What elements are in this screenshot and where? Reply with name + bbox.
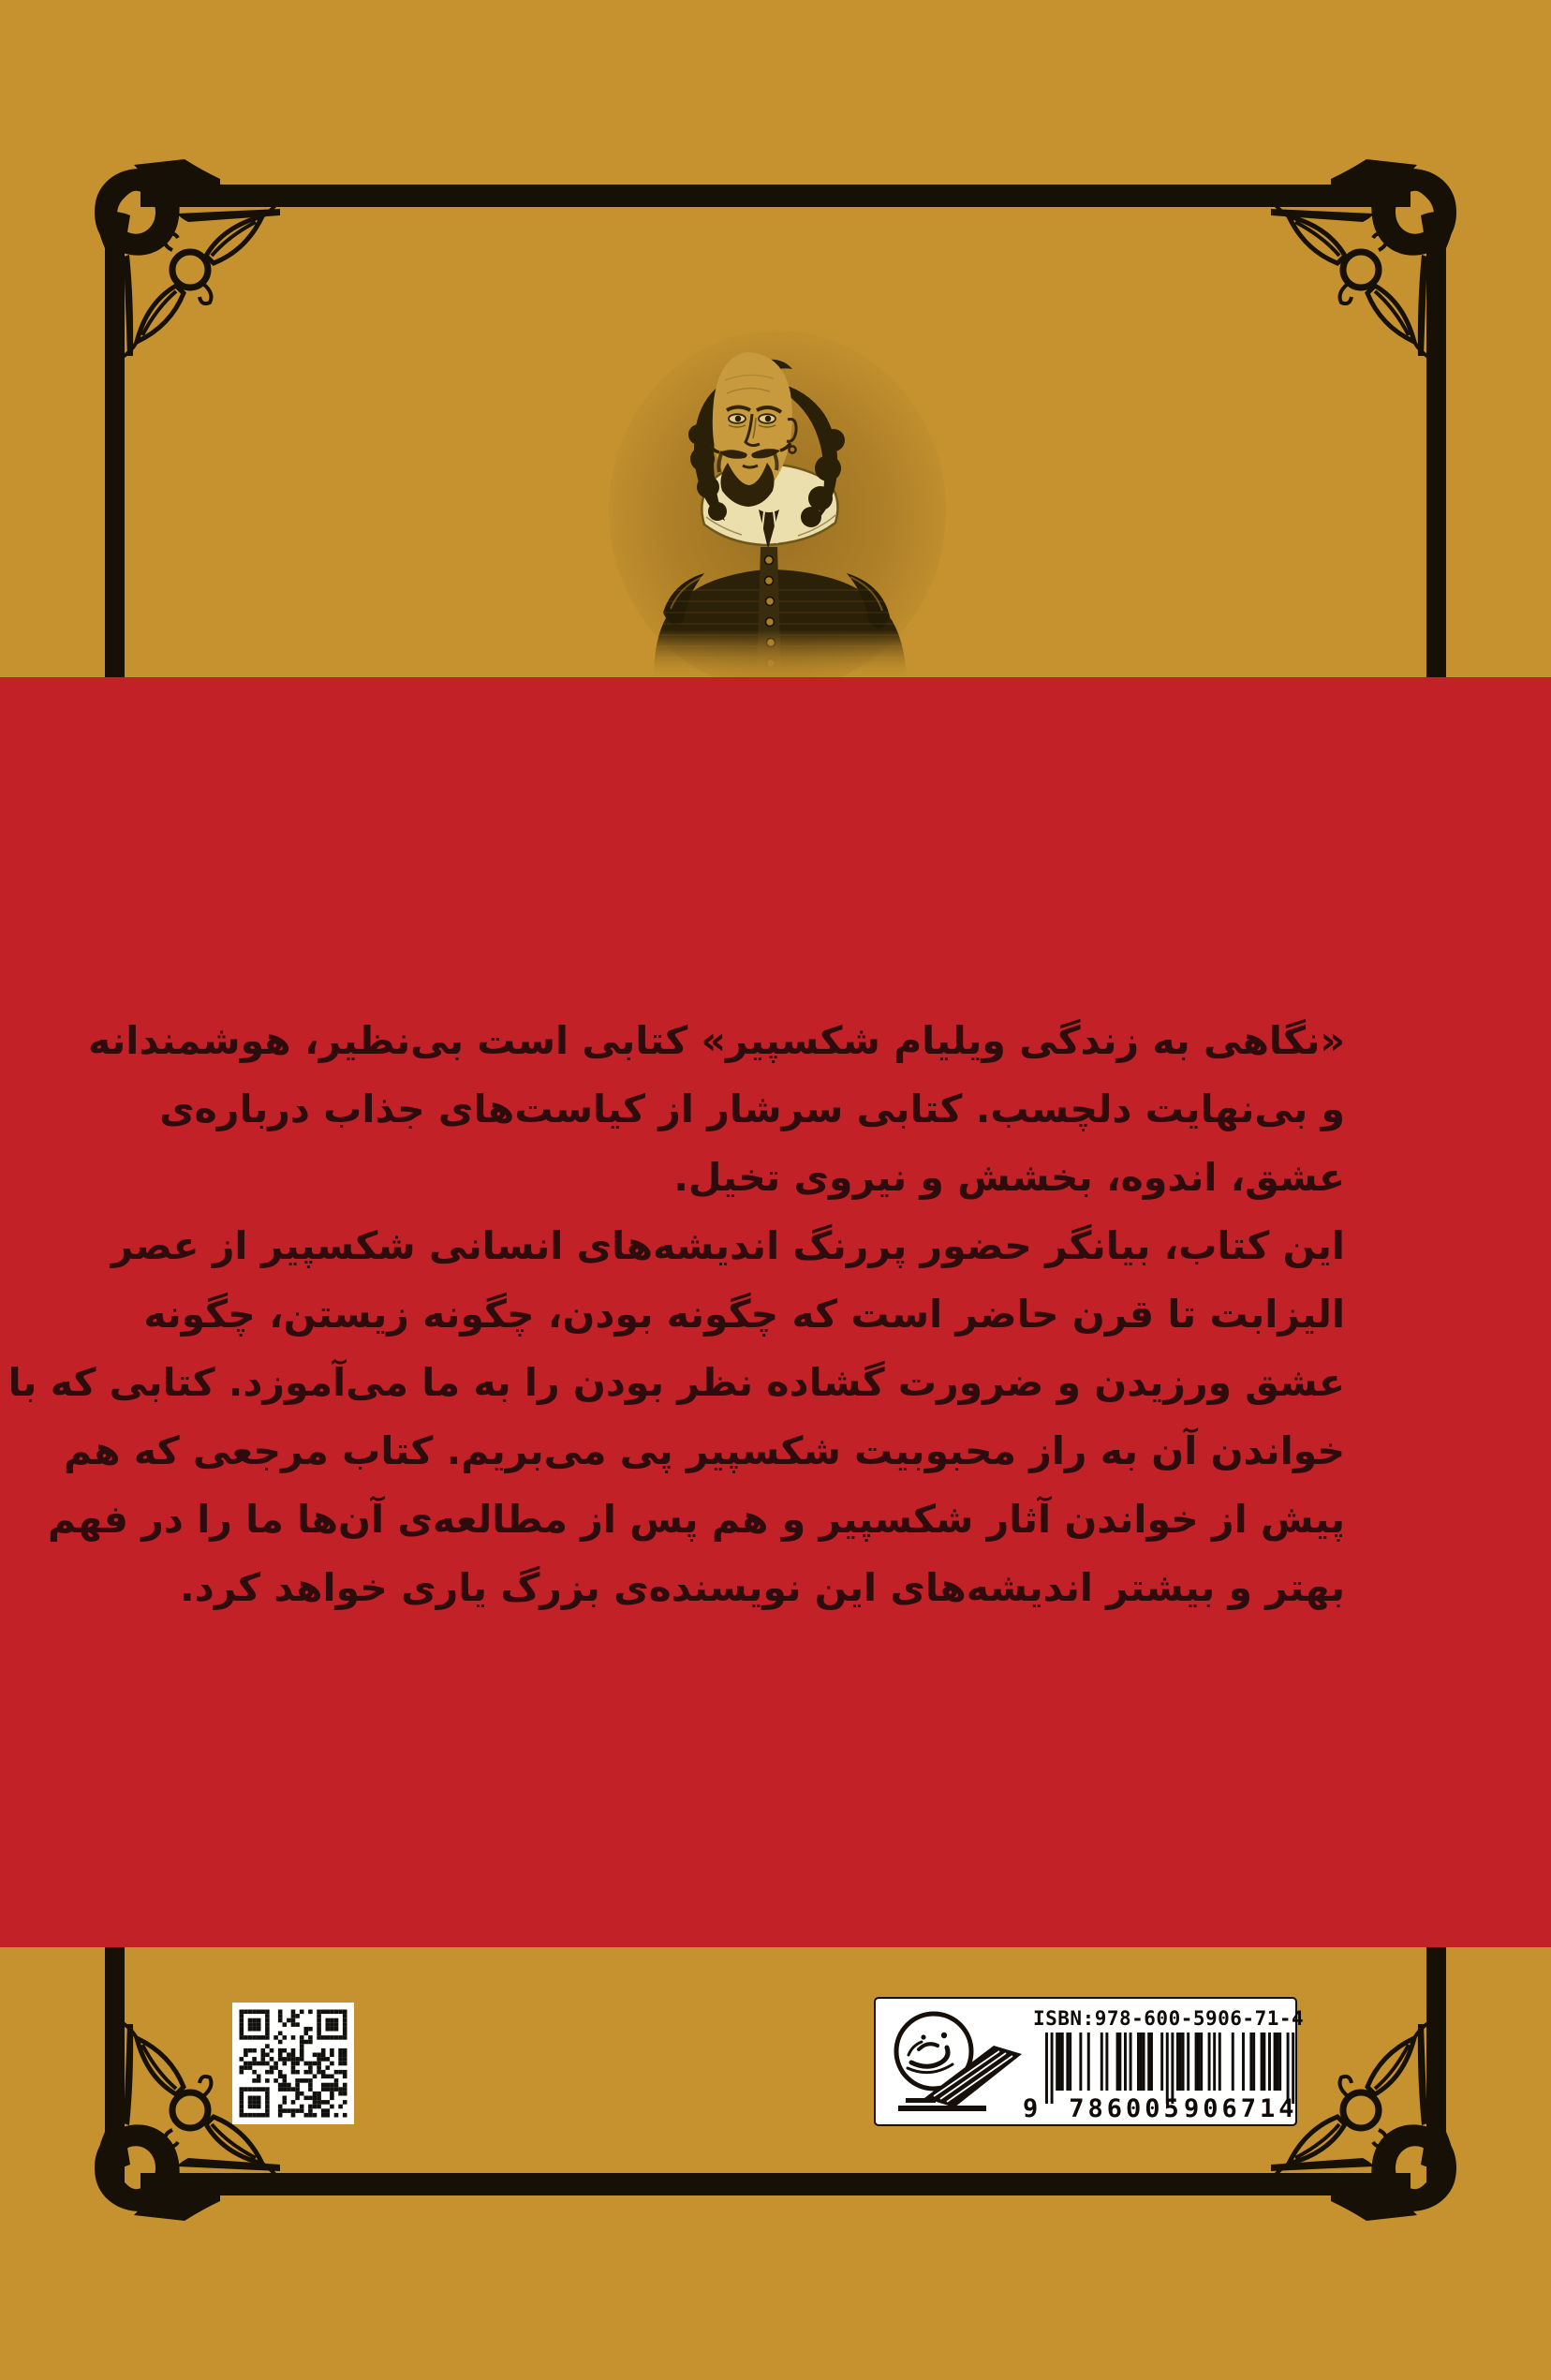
blurb-line: پیش از خواندن آثار شکسپیر و هم پس از مطالعه‌ی آن‌ها ما را در فهم <box>47 1497 1345 1542</box>
blurb-line: الیزابت تا قرن حاضر است که چگونه بودن، چگونه زیستن، چگونه <box>143 1292 1345 1337</box>
blurb-line: «نگاهی به زندگی ویلیام شکسپیر» کتابی است بی‌نظیر، هوشمندانه <box>88 1018 1345 1063</box>
shakespeare-portrait <box>609 328 965 679</box>
blurb-line: این کتاب، بیانگر حضور پررنگ اندیشه‌های انسانی شکسپیر از عصر <box>111 1223 1345 1268</box>
barcode-digit-group2: 906714 <box>1184 2094 1298 2123</box>
blurb-line: بهتر و بیشتر اندیشه‌های این نویسنده‌ی بزرگ یاری خواهد کرد. <box>180 1565 1345 1610</box>
red-band <box>0 677 1551 1947</box>
blurb-line: عشق ورزیدن و ضرورت گشاده نظر بودن را به ما می‌آموزد. کتابی که با <box>7 1360 1345 1405</box>
barcode-digit-group1: 786005 <box>1069 2094 1183 2123</box>
barcode-digit-lead: 9 <box>1023 2094 1039 2123</box>
qr-code-icon <box>232 2003 354 2124</box>
blurb-line: خواندن آن به راز محبوبیت شکسپیر پی می‌بریم. کتاب مرجعی که هم <box>63 1428 1345 1473</box>
blurb-line: عشق، اندوه، بخشش و نیروی تخیل. <box>673 1155 1345 1200</box>
blurb-line: و بی‌نهایت دلچسب. کتابی سرشار از کیاست‌های جذاب درباره‌ی <box>159 1087 1345 1131</box>
isbn-barcode-panel <box>874 1997 1305 2126</box>
barcode-digits <box>876 2094 1299 2122</box>
isbn-label: ISBN:978-600-5906-71-4 <box>1033 2007 1305 2030</box>
blurb-text <box>7 1007 1345 1622</box>
